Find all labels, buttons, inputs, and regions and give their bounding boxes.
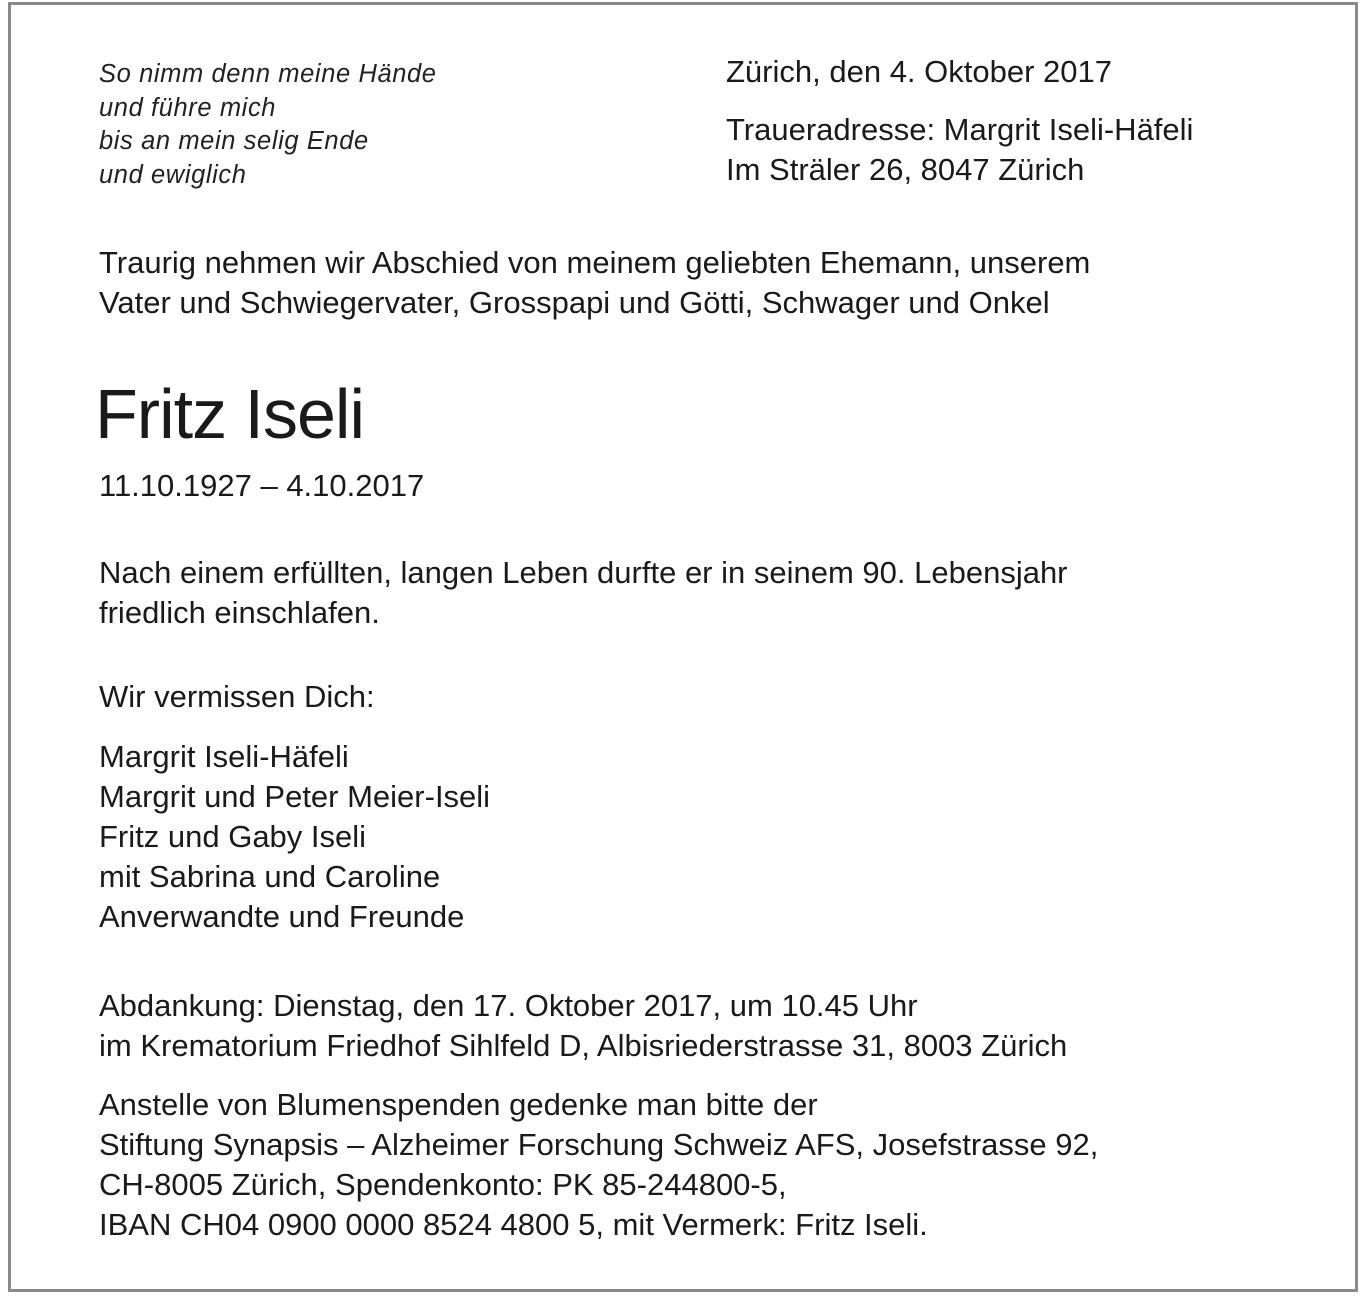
donation-line: IBAN CH04 0900 0000 8524 4800 5, mit Vermerk: Fritz Iseli.: [99, 1207, 928, 1242]
donation-line: CH-8005 Zürich, Spendenkonto: PK 85-244800-5,: [99, 1167, 787, 1202]
mourner-name: mit Sabrina und Caroline: [99, 859, 441, 894]
verse-line: und ewiglich: [99, 160, 247, 189]
service-line: Abdankung: Dienstag, den 17. Oktober 2017, um 10.45 Uhr: [99, 988, 918, 1023]
farewell-text: [99, 243, 1090, 323]
mourners-heading: Wir vermissen Dich:: [99, 679, 375, 714]
mourner-name: Fritz und Gaby Iseli: [99, 819, 367, 854]
verse-line: So nimm denn meine Hände: [99, 60, 437, 88]
mourners-list: [99, 737, 490, 937]
verse-line: und führe mich: [99, 93, 277, 122]
mourner-name: Anverwandte und Freunde: [99, 899, 465, 934]
passing-text: [99, 553, 1068, 633]
mourner-name: Margrit Iseli-Häfeli: [99, 739, 349, 774]
farewell-line: Traurig nehmen wir Abschied von meinem geliebten Ehemann, unserem: [99, 245, 1091, 280]
verse-line: bis an mein selig Ende: [99, 127, 369, 155]
donation-request: [99, 1085, 1098, 1245]
service-line: im Krematorium Friedhof Sihlfeld D, Albisriederstrasse 31, 8003 Zürich: [99, 1028, 1068, 1063]
donation-line: Stiftung Synapsis – Alzheimer Forschung Schweiz AFS, Josefstrasse 92,: [99, 1127, 1099, 1162]
address-line: Traueradresse: Margrit Iseli-Häfeli: [726, 112, 1194, 147]
bible-verse: [99, 58, 437, 192]
address-line: Im Sträler 26, 8047 Zürich: [726, 152, 1085, 187]
passing-line: Nach einem erfüllten, langen Leben durfte er in seinem 90. Lebensjahr: [99, 555, 1068, 590]
farewell-line: Vater und Schwiegervater, Grosspapi und Götti, Schwager und Onkel: [99, 285, 1050, 320]
life-dates: 11.10.1927 – 4.10.2017: [99, 468, 425, 503]
deceased-name: Fritz Iseli: [95, 375, 364, 453]
date-line: Zürich, den 4. Oktober 2017: [726, 54, 1113, 89]
mourner-name: Margrit und Peter Meier-Iseli: [99, 779, 491, 814]
donation-line: Anstelle von Blumenspenden gedenke man bitte der: [99, 1087, 818, 1122]
header-info: [726, 52, 1193, 190]
mourning-address: [726, 110, 1193, 190]
funeral-service: [99, 986, 1067, 1066]
passing-line: friedlich einschlafen.: [99, 595, 380, 630]
